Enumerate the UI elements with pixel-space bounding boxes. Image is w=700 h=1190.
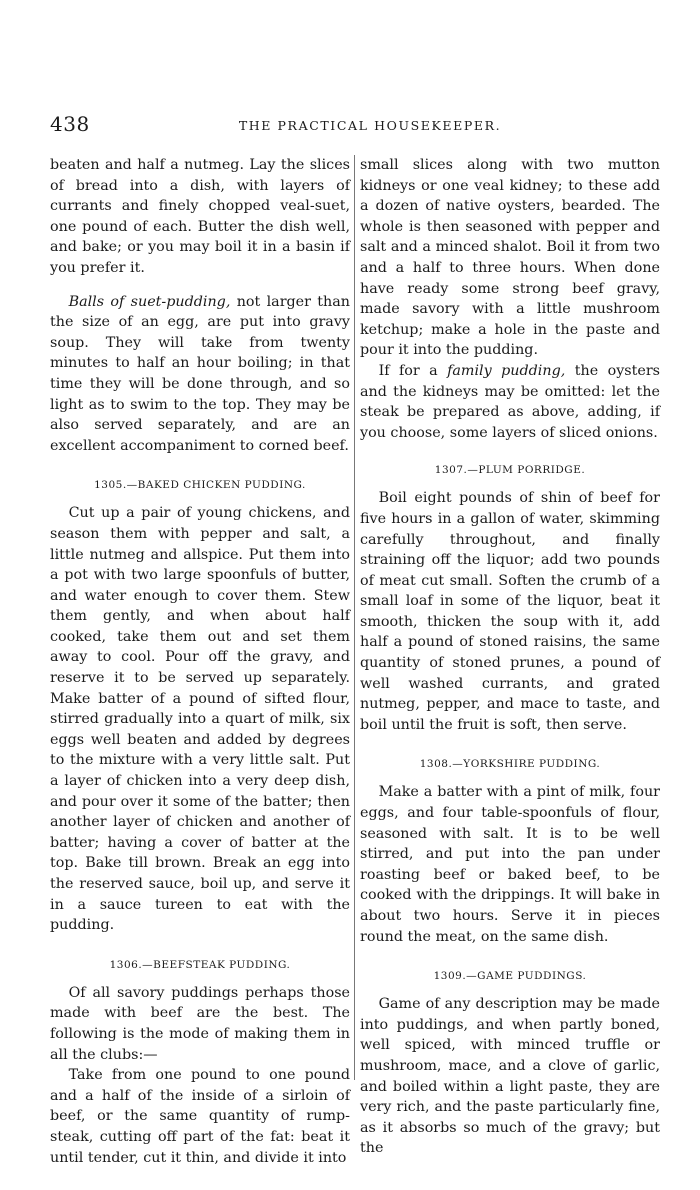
page-number: 438	[50, 112, 90, 136]
recipe-heading: 1306.—BEEFSTEAK PUDDING.	[109, 958, 291, 971]
running-title: THE PRACTICAL HOUSEKEEPER.	[238, 118, 502, 133]
italic-term: Balls of suet-pudding,	[68, 293, 231, 310]
column-divider	[354, 155, 355, 1080]
paragraph-text: If for a	[378, 362, 448, 379]
paragraph: small slices along with two mutton kidneys or one veal kidney; to these add a dozen of native oysters, bearded. The whole is then seasoned with pepper and salt and a minced shalot. Boil it from two and a half to three hours. When done have ready some strong beef gravy, made savory with a little mushroom ketchup; make a hole in the paste and pour it into the pudding.	[360, 157, 660, 359]
recipe-heading: 1308.—YORKSHIRE PUDDING.	[419, 758, 601, 771]
italic-term: family pudding,	[447, 362, 566, 379]
paragraph: Game of any description may be made into puddings, and when partly boned, well spiced, with minced truffle or mushroom, mace, and a clove of garlic, and boiled within a light paste, they are very rich, and the paste particularly fine, as it absorbs so much of the gravy; but the	[360, 996, 660, 1157]
paragraph: Cut up a pair of young chickens, and season them with pepper and salt, a little nutmeg and allspice. Put them into a pot with two large spoonfuls of butter, and water enough to cover them. Stew them gently, and when about half cooked, take them out and set them away to cool. Pour off the gravy, and reserve it to be served up separately. Make batter of a pound of sifted flour, stirred gradually into a quart of milk, six eggs well beaten and added by degrees to the mixture with a very little salt. Put a layer of chicken into a very deep dish, and pour over it some of the batter; then another layer of chicken and another of batter; having a cover of batter at the top. Bake till brown. Break an egg into the reserved sauce, boil up, and serve it in a sauce tureen to eat with the pudding.	[50, 505, 350, 934]
left-column	[50, 155, 350, 1168]
paragraph: beaten and half a nutmeg. Lay the slices of bread into a dish, with layers of currants and finely chopped veal-suet, one pound of each. Butter the dish well, and bake; or you may boil it in a basin if you prefer it.	[50, 157, 350, 276]
page-header	[50, 112, 660, 138]
paragraph	[50, 292, 350, 457]
paragraph: Make a batter with a pint of milk, four eggs, and four table-spoonfuls of flour, seasoned with salt. It is to be well stirred, and put into the pan under roasting beef or baked beef, to be cooked with the drippings. It will bake in about two hours. Serve it in pieces round the meat, on the same dish.	[360, 784, 660, 945]
paragraph: Take from one pound to one pound and a half of the inside of a sirloin of beef, or the same quantity of rump-steak, cutting off part of the fat: beat it until tender, cut it thin, and divide it into	[50, 1067, 350, 1166]
right-column	[360, 155, 660, 1159]
paragraph	[360, 361, 660, 443]
paragraph-text: the oysters and the kidneys may be omitted: let the steak be prepared as above, adding, if you choose, some layers of sliced onions.	[360, 362, 660, 441]
paragraph-text: not larger than the size of an egg, are put into gravy soup. They will take from twenty minutes to half an hour boiling; in that time they will be done through, and so light as to swim to the top. They may be also served separately, and are an excellent accompaniment to corned beef.	[50, 293, 350, 454]
recipe-heading: 1309.—GAME PUDDINGS.	[433, 970, 587, 983]
recipe-heading: 1305.—BAKED CHICKEN PUDDING.	[94, 479, 306, 492]
paragraph: Of all savory puddings perhaps those made with beef are the best. The following is the mode of making them in all the clubs:—	[50, 984, 350, 1063]
recipe-heading: 1307.—PLUM PORRIDGE.	[434, 464, 586, 477]
paragraph: Boil eight pounds of shin of beef for five hours in a gallon of water, skimming carefully throughout, and finally straining off the liquor; add two pounds of meat cut small. Soften the crumb of a small loaf in some of the liquor, beat it smooth, thicken the soup with it, add half a pound of stoned raisins, the same quantity of stoned prunes, a pound of well washed currants, and grated nutmeg, pepper, and mace to taste, and boil until the fruit is soft, then serve.	[360, 490, 660, 733]
